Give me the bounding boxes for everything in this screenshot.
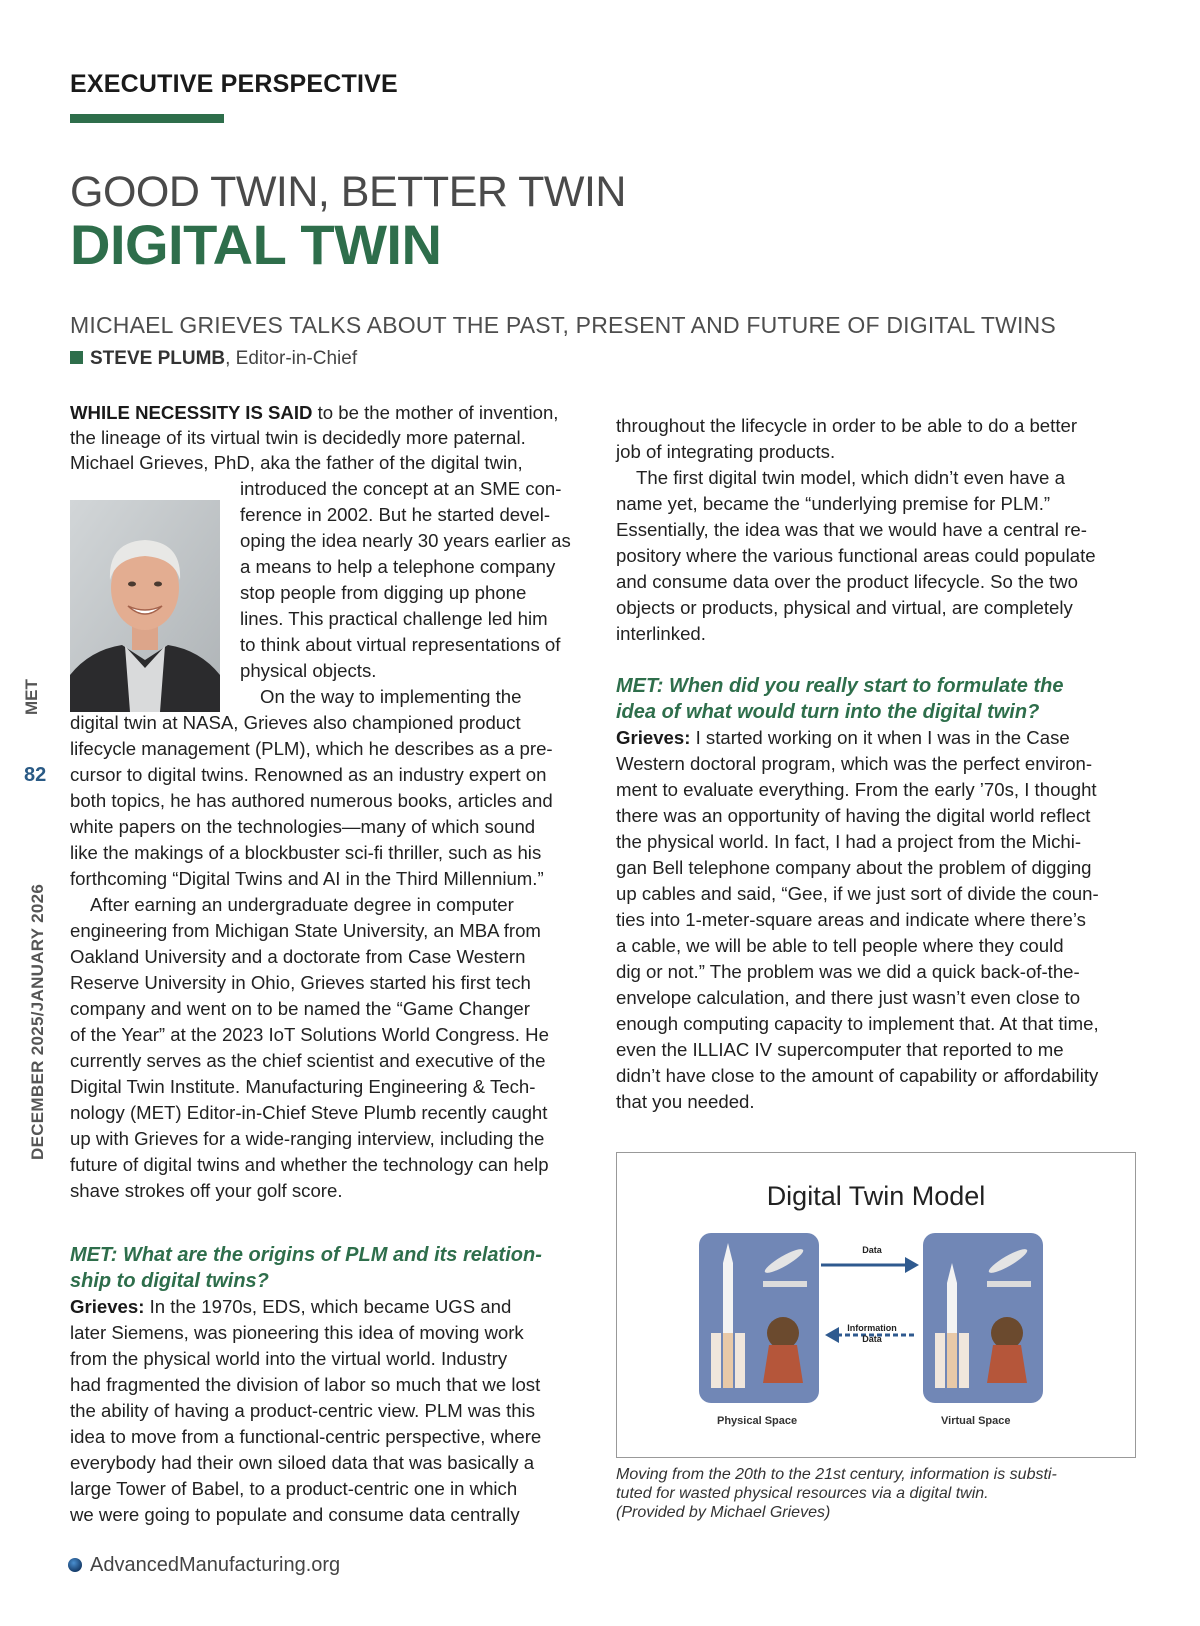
figure-caption-line: tuted for wasted physical resources via a digital twin. [616,1485,989,1502]
question-heading: idea of what would turn into the digital twin? [616,701,1040,723]
issue-date: DECEMBER 2025/JANUARY 2026 [28,883,47,1160]
paragraph-line: oping the idea nearly 30 years earlier as [240,530,571,551]
paragraph-line: lifecycle management (PLM), which he describes as a pre- [70,738,553,759]
paragraph-line: name yet, became the “underlying premise for PLM.” [616,493,1051,514]
paragraph-line: white papers on the technologies—many of which sound [70,816,536,837]
paragraph-line: dig or not.” The problem was we did a quick back-of-the- [616,961,1080,982]
paragraph-line: stop people from digging up phone [240,582,527,603]
digital-twin-figure [616,1152,1136,1458]
virtual-space-panel [923,1233,1043,1403]
paragraph-line: everybody had their own siloed data that was basically a [70,1452,535,1473]
paragraph-line: that you needed. [616,1091,755,1112]
paragraph-line: like the makings of a blockbuster sci-fi thriller, such as his [70,842,542,863]
paragraph-line: Michael Grieves, PhD, aka the father of the digital twin, [70,452,523,473]
paragraph-line: currently serves as the chief scientist and executive of the [70,1050,546,1071]
paragraph-line: ties into 1-meter-square areas and indicate where there’s [616,909,1086,930]
paragraph-line: idea to move from a functional-centric perspective, where [70,1426,542,1447]
figure-caption-line: Moving from the 20th to the 21st century, information is substi- [616,1466,1057,1483]
question-heading: MET: What are the origins of PLM and its relation- [70,1244,542,1266]
paragraph-line: introduced the concept at an SME con- [240,478,562,499]
paragraph-line: the ability of having a product-centric view. PLM was this [70,1400,536,1421]
footer [68,1554,340,1577]
paragraph-line: later Siemens, was pioneering this idea of moving work [70,1322,524,1343]
paragraph-line: cursor to digital twins. Renowned as an industry expert on [70,764,547,785]
byline [70,348,357,370]
paragraph-line: had fragmented the division of labor so much that we lost [70,1374,541,1395]
paragraph-line: a cable, we will be able to tell people where they could [616,935,1064,956]
paragraph-line: Digital Twin Institute. Manufacturing Engineering & Tech- [70,1076,536,1097]
sidebar-publication: MET [22,679,41,715]
paragraph-line: WHILE NECESSITY IS SAID to be the mother of invention, [70,402,559,423]
paragraph-line: nology (MET) Editor-in-Chief Steve Plumb recently caught [70,1102,548,1123]
question-heading: ship to digital twins? [70,1270,269,1292]
paragraph-line: up cables and said, “Gee, if we just sort of divide the coun- [616,883,1099,904]
paragraph-line: there was an opportunity of having the digital world reflect [616,805,1091,826]
physical-space-label: Physical Space [717,1415,798,1427]
paragraph-line: pository where the various functional areas could populate [616,545,1096,566]
paragraph-line: physical objects. [240,660,377,681]
paragraph-line: company and went on to be named the “Game Changer [70,998,530,1019]
byline-square-icon [70,351,83,364]
byline-name: STEVE PLUMB [90,348,226,369]
page-number: 82 [24,764,47,786]
headline-main: DIGITAL TWIN [70,213,442,276]
figure-title: Digital Twin Model [766,1181,986,1211]
paragraph-line: Essentially, the idea was that we would have a central re- [616,519,1087,540]
paragraph-line: job of integrating products. [616,441,836,462]
paragraph-line: a means to help a telephone company [240,556,556,577]
physical-space-panel [699,1233,819,1403]
paragraph-line: future of digital twins and whether the technology can help [70,1154,549,1175]
paragraph-line: After earning an undergraduate degree in computer [90,894,514,915]
paragraph-line: didn’t have close to the amount of capability or affordability [616,1065,1099,1086]
paragraph-line: the physical world. In fact, I had a project from the Michi- [616,831,1082,852]
paragraph-line: ment to evaluate everything. From the early ’70s, I thought [616,779,1097,800]
paragraph-line: Grieves: In the 1970s, EDS, which became UGS and [70,1296,512,1317]
speaker-label: Grieves: [616,727,691,748]
paragraph-line: from the physical world into the virtual world. Industry [70,1348,508,1369]
virtual-space-label: Virtual Space [941,1415,1011,1427]
paragraph-line: ference in 2002. But he started devel- [240,504,551,525]
paragraph-line: shave strokes off your golf score. [70,1180,343,1201]
paragraph-line: lines. This practical challenge led him [240,608,548,629]
arrow-bottom-label-2: Data [862,1334,882,1344]
data-flow-arrows [817,1253,927,1363]
paragraph-line: the lineage of its virtual twin is decidedly more paternal. [70,427,526,448]
virtual-rocket-icon [923,1233,1043,1403]
speaker-label: Grieves: [70,1296,145,1317]
paragraph-line: Grieves: I started working on it when I was in the Case [616,727,1070,748]
rocket-icon [699,1233,819,1403]
paragraph-line: we were going to populate and consume data centrally [70,1504,520,1525]
paragraph-line: envelope calculation, and there just wasn’t even close to [616,987,1081,1008]
deck: MICHAEL GRIEVES TALKS ABOUT THE PAST, PRESENT AND FUTURE OF DIGITAL TWINS [70,312,1056,338]
paragraph-line: engineering from Michigan State University, an MBA from [70,920,541,941]
byline-role: , Editor-in-Chief [225,348,358,369]
paragraph-line: Western doctoral program, which was the perfect environ- [616,753,1093,774]
arrow-top-label: Data [862,1245,882,1255]
paragraph-line: gan Bell telephone company about the problem of digging [616,857,1092,878]
paragraph-line: and consume data over the product lifecycle. So the two [616,571,1079,592]
arrow-bottom-label-1: Information [847,1323,897,1333]
author-photo [70,500,220,712]
section-rule [70,114,224,123]
paragraph-line: Oakland University and a doctorate from Case Western [70,946,526,967]
lead-in: WHILE NECESSITY IS SAID [70,402,313,423]
paragraph-line: forthcoming “Digital Twins and AI in the Third Millennium.” [70,868,544,889]
paragraph-line: throughout the lifecycle in order to be able to do a better [616,415,1078,436]
globe-icon [68,1558,82,1572]
section-label: EXECUTIVE PERSPECTIVE [70,70,398,98]
footer-site[interactable]: AdvancedManufacturing.org [90,1554,341,1576]
paragraph-line: to think about virtual representations of [240,634,561,655]
paragraph-line: digital twin at NASA, Grieves also championed product [70,712,521,733]
figure-caption-line: (Provided by Michael Grieves) [616,1504,831,1521]
paragraph-line: enough computing capacity to implement that. At that time, [616,1013,1099,1034]
paragraph-line: interlinked. [616,623,706,644]
paragraph-line: objects or products, physical and virtual, are completely [616,597,1073,618]
paragraph-line: On the way to implementing the [260,686,522,707]
question-heading: MET: When did you really start to formulate the [616,675,1064,697]
paragraph-line: even the ILLIAC IV supercomputer that reported to me [616,1039,1064,1060]
headline-top: GOOD TWIN, BETTER TWIN [70,168,626,216]
paragraph-line: Reserve University in Ohio, Grieves started his first tech [70,972,531,993]
paragraph-line: of the Year” at the 2023 IoT Solutions World Congress. He [70,1024,549,1045]
paragraph-line: large Tower of Babel, to a product-centric one in which [70,1478,518,1499]
paragraph-line: up with Grieves for a wide-ranging interview, including the [70,1128,545,1149]
paragraph-line: both topics, he has authored numerous books, articles and [70,790,553,811]
paragraph-line: The first digital twin model, which didn’t even have a [636,467,1065,488]
